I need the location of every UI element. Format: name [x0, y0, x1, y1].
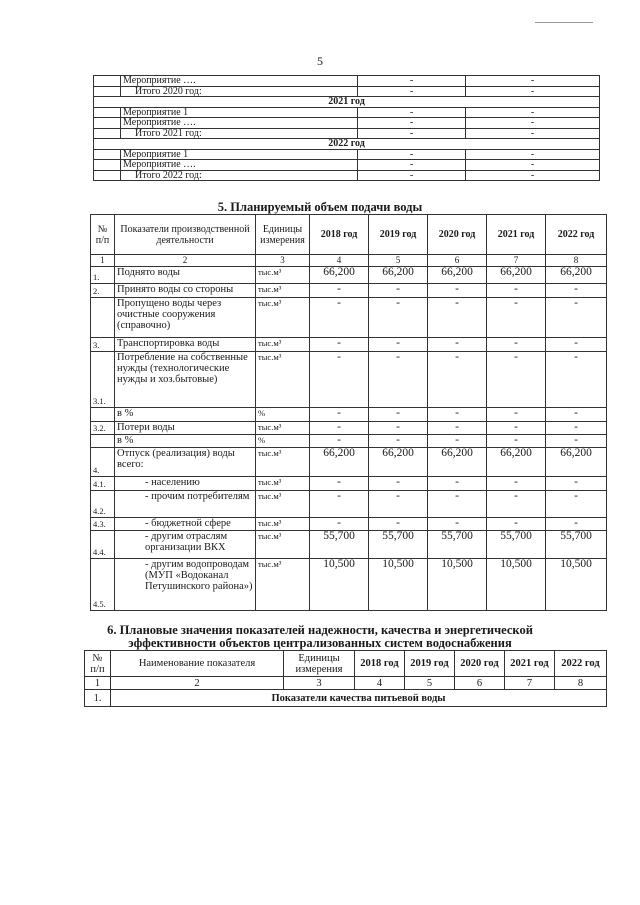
table-row [91, 298, 607, 338]
value-cell: - [428, 352, 487, 408]
empty-cell [94, 128, 121, 139]
value-cell: - [428, 435, 487, 448]
col-header: Наименование показателя [111, 651, 284, 677]
indicator-name: - прочим потребителям [115, 491, 256, 518]
value-cell: 66,200 [546, 448, 607, 477]
value-cell: - [487, 435, 546, 448]
value-cell: - [546, 422, 607, 435]
value-cell: - [358, 86, 466, 97]
value-cell: - [310, 422, 369, 435]
year-label: 2022 год [94, 139, 600, 150]
col-header: Единицы измерения [256, 215, 310, 255]
empty-cell [94, 160, 121, 171]
value-cell: - [369, 284, 428, 298]
row-number: 1. [91, 267, 115, 284]
value-cell: - [466, 160, 600, 171]
value-cell: 66,200 [369, 267, 428, 284]
table-row [91, 352, 607, 408]
value-cell: - [487, 422, 546, 435]
value-cell: - [487, 408, 546, 422]
col-number: 6 [428, 255, 487, 267]
value-cell: - [310, 284, 369, 298]
table-row [94, 160, 600, 171]
value-cell: 66,200 [487, 448, 546, 477]
total-label: Итого 2020 год: [121, 86, 358, 97]
value-cell: - [428, 284, 487, 298]
value-cell: - [369, 338, 428, 352]
unit-cell: тыс.м³ [256, 298, 310, 338]
subsection-row [85, 690, 607, 707]
value-cell: - [466, 149, 600, 160]
value-cell: 10,500 [487, 559, 546, 611]
value-cell: - [369, 477, 428, 491]
value-cell: 55,700 [428, 531, 487, 559]
value-cell: - [428, 408, 487, 422]
value-cell: 10,500 [546, 559, 607, 611]
col-number: 8 [546, 255, 607, 267]
table-row [91, 448, 607, 477]
row-number: 3.2. [91, 422, 115, 435]
col-header: 2021 год [505, 651, 555, 677]
column-number-row [91, 255, 607, 267]
col-number: 2 [115, 255, 256, 267]
indicator-name: - другим отраслям организации ВКХ [115, 531, 256, 559]
unit-cell: тыс.м³ [256, 338, 310, 352]
empty-cell [94, 170, 121, 181]
value-cell: - [487, 352, 546, 408]
measure-label: Мероприятие …. [121, 118, 358, 129]
total-label: Итого 2022 год: [121, 170, 358, 181]
value-cell: - [466, 86, 600, 97]
value-cell: - [358, 76, 466, 87]
col-header: 2019 год [405, 651, 455, 677]
value-cell: - [428, 338, 487, 352]
value-cell: 10,500 [428, 559, 487, 611]
col-number: 5 [405, 677, 455, 690]
unit-cell: тыс.м³ [256, 559, 310, 611]
table-row [91, 408, 607, 422]
row-number: 4.1. [91, 477, 115, 491]
value-cell: - [487, 284, 546, 298]
value-cell: - [369, 408, 428, 422]
row-number [91, 298, 115, 338]
value-cell: - [310, 338, 369, 352]
unit-cell: тыс.м³ [256, 448, 310, 477]
table-row [91, 284, 607, 298]
col-header: 2021 год [487, 215, 546, 255]
value-cell: - [487, 477, 546, 491]
table-header-row [91, 215, 607, 255]
indicator-name: Пропущено воды через очистные сооружения (справочно) [115, 298, 256, 338]
unit-cell: тыс.м³ [256, 491, 310, 518]
table-row [94, 118, 600, 129]
unit-cell: тыс.м³ [256, 352, 310, 408]
value-cell: 66,200 [310, 267, 369, 284]
col-header: № п/п [91, 215, 115, 255]
indicator-name: в % [115, 408, 256, 422]
value-cell: - [310, 298, 369, 338]
table-row [91, 491, 607, 518]
year-row [94, 139, 600, 150]
page-number: 5 [317, 54, 323, 68]
empty-cell [94, 86, 121, 97]
supply-volume-table [90, 214, 607, 611]
col-header: № п/п [85, 651, 111, 677]
value-cell: - [466, 76, 600, 87]
row-number: 2. [91, 284, 115, 298]
value-cell: - [428, 477, 487, 491]
table-row [91, 518, 607, 531]
value-cell: - [358, 149, 466, 160]
value-cell: - [546, 435, 607, 448]
value-cell: 66,200 [428, 448, 487, 477]
indicator-name: Потери воды [115, 422, 256, 435]
col-header: 2019 год [369, 215, 428, 255]
value-cell: - [546, 298, 607, 338]
indicator-name: Транспортировка воды [115, 338, 256, 352]
value-cell: 10,500 [369, 559, 428, 611]
row-number: 4.4. [91, 531, 115, 559]
value-cell: - [487, 338, 546, 352]
value-cell: - [369, 435, 428, 448]
subsection-title: Показатели качества питьевой воды [111, 690, 607, 707]
year-label: 2021 год [94, 97, 600, 108]
indicator-name: - другим водопроводам (МУП «Водоканал Петушинского района») [115, 559, 256, 611]
value-cell: - [310, 491, 369, 518]
value-cell: - [428, 518, 487, 531]
row-number: 4.5. [91, 559, 115, 611]
col-header: 2022 год [546, 215, 607, 255]
row-number: 3.1. [91, 352, 115, 408]
indicator-name: Потребление на собственные нужды (технологические нужды и хоз.бытовые) [115, 352, 256, 408]
col-number: 8 [555, 677, 607, 690]
empty-cell [94, 76, 121, 87]
col-header: Единицы измерения [284, 651, 355, 677]
col-number: 3 [284, 677, 355, 690]
col-number: 7 [505, 677, 555, 690]
column-number-row [85, 677, 607, 690]
value-cell: - [369, 422, 428, 435]
value-cell: - [487, 518, 546, 531]
value-cell: - [310, 477, 369, 491]
indicator-name: Поднято воды [115, 267, 256, 284]
unit-cell: тыс.м³ [256, 267, 310, 284]
value-cell: - [310, 435, 369, 448]
value-cell: - [466, 170, 600, 181]
value-cell: - [369, 298, 428, 338]
col-header: 2020 год [455, 651, 505, 677]
table-row [94, 86, 600, 97]
value-cell: - [546, 491, 607, 518]
row-number: 4. [91, 448, 115, 477]
header-rule [535, 22, 593, 23]
value-cell: - [487, 491, 546, 518]
value-cell: - [358, 118, 466, 129]
value-cell: - [546, 477, 607, 491]
indicator-name: - населению [115, 477, 256, 491]
col-header: 2020 год [428, 215, 487, 255]
value-cell: - [369, 352, 428, 408]
unit-cell: тыс.м³ [256, 477, 310, 491]
value-cell: - [546, 518, 607, 531]
value-cell: 66,200 [428, 267, 487, 284]
value-cell: - [358, 107, 466, 118]
measure-label: Мероприятие …. [121, 160, 358, 171]
value-cell: 55,700 [487, 531, 546, 559]
unit-cell: тыс.м³ [256, 531, 310, 559]
unit-cell: тыс.м³ [256, 284, 310, 298]
indicator-name: Отпуск (реализация) воды всего: [115, 448, 256, 477]
row-number: 4.2. [91, 491, 115, 518]
subsection-number: 1. [85, 690, 111, 707]
table-row [94, 170, 600, 181]
col-number: 6 [455, 677, 505, 690]
col-number: 1 [85, 677, 111, 690]
table-row [91, 531, 607, 559]
measure-label: Мероприятие 1 [121, 107, 358, 118]
table-row [91, 267, 607, 284]
value-cell: - [310, 352, 369, 408]
unit-cell: тыс.м³ [256, 422, 310, 435]
table-header-row [85, 651, 607, 677]
col-number: 2 [111, 677, 284, 690]
value-cell: - [466, 118, 600, 129]
indicator-name: Принято воды со стороны [115, 284, 256, 298]
value-cell: - [487, 298, 546, 338]
table-row [94, 76, 600, 87]
year-row [94, 97, 600, 108]
value-cell: 55,700 [369, 531, 428, 559]
row-number [91, 435, 115, 448]
section-6-title-line2: эффективности объектов централизованных систем водоснабжения [128, 636, 512, 650]
value-cell: - [358, 128, 466, 139]
measure-label: Мероприятие …. [121, 76, 358, 87]
col-number: 4 [310, 255, 369, 267]
row-number [91, 408, 115, 422]
table-row [91, 422, 607, 435]
top-table [93, 75, 600, 181]
col-number: 4 [355, 677, 405, 690]
row-number: 3. [91, 338, 115, 352]
unit-cell: % [256, 408, 310, 422]
value-cell: 55,700 [546, 531, 607, 559]
col-header: Показатели производственной деятельности [115, 215, 256, 255]
value-cell: - [546, 284, 607, 298]
value-cell: - [358, 160, 466, 171]
section-6-title-line1: 6. Плановые значения показателей надежности, качества и энергетической [107, 623, 533, 637]
value-cell: - [546, 408, 607, 422]
value-cell: 66,200 [487, 267, 546, 284]
col-number: 5 [369, 255, 428, 267]
value-cell: 66,200 [310, 448, 369, 477]
table-row [94, 107, 600, 118]
table-row [91, 435, 607, 448]
total-label: Итого 2021 год: [121, 128, 358, 139]
empty-cell [94, 118, 121, 129]
value-cell: - [428, 422, 487, 435]
col-number: 3 [256, 255, 310, 267]
value-cell: - [369, 518, 428, 531]
value-cell: - [466, 128, 600, 139]
col-header: 2018 год [310, 215, 369, 255]
col-header: 2018 год [355, 651, 405, 677]
indicator-name: - бюджетной сфере [115, 518, 256, 531]
value-cell: 66,200 [546, 267, 607, 284]
value-cell: - [546, 352, 607, 408]
measure-label: Мероприятие 1 [121, 149, 358, 160]
table-row [91, 559, 607, 611]
unit-cell: % [256, 435, 310, 448]
table-row [91, 338, 607, 352]
table-row [91, 477, 607, 491]
table-row [94, 149, 600, 160]
col-number: 7 [487, 255, 546, 267]
row-number: 4.3. [91, 518, 115, 531]
value-cell: - [546, 338, 607, 352]
value-cell: - [310, 408, 369, 422]
value-cell: 55,700 [310, 531, 369, 559]
section-5-title: 5. Планируемый объем подачи воды [217, 200, 423, 214]
value-cell: - [358, 170, 466, 181]
value-cell: 10,500 [310, 559, 369, 611]
value-cell: - [428, 298, 487, 338]
reliability-table [84, 650, 607, 707]
unit-cell: тыс.м³ [256, 518, 310, 531]
value-cell: - [428, 491, 487, 518]
empty-cell [94, 107, 121, 118]
col-number: 1 [91, 255, 115, 267]
value-cell: - [310, 518, 369, 531]
empty-cell [94, 149, 121, 160]
value-cell: - [369, 491, 428, 518]
table-row [94, 128, 600, 139]
col-header: 2022 год [555, 651, 607, 677]
value-cell: - [466, 107, 600, 118]
indicator-name: в % [115, 435, 256, 448]
value-cell: 66,200 [369, 448, 428, 477]
